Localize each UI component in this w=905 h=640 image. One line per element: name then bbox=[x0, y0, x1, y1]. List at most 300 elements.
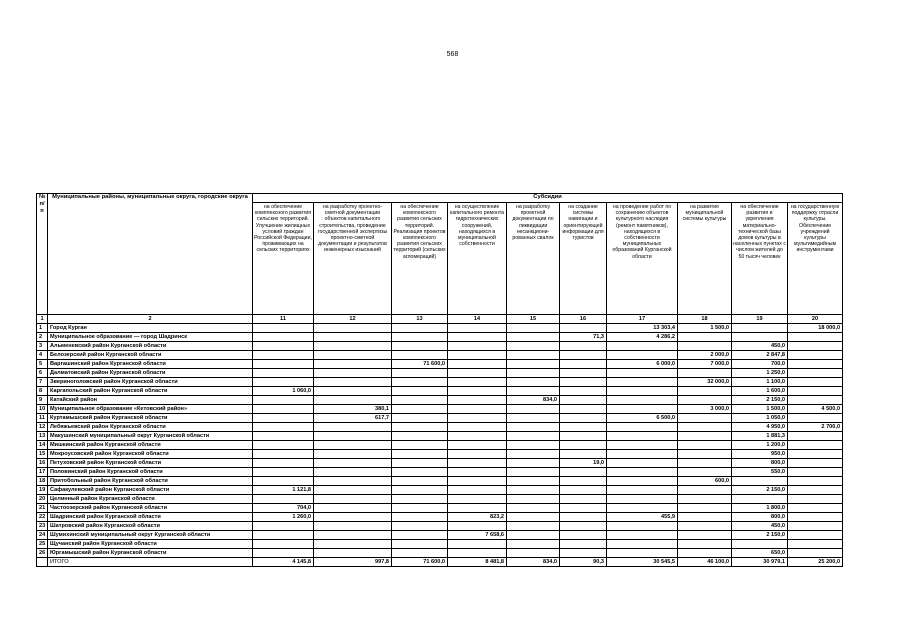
value-cell: 1 600,0 bbox=[732, 387, 788, 396]
value-cell bbox=[788, 441, 843, 450]
value-cell bbox=[448, 477, 507, 486]
value-cell bbox=[507, 522, 560, 531]
value-cell bbox=[560, 513, 607, 522]
column-number: 12 bbox=[314, 315, 392, 324]
value-cell: 4 950,0 bbox=[732, 423, 788, 432]
value-cell bbox=[448, 468, 507, 477]
value-cell bbox=[607, 468, 678, 477]
value-cell bbox=[560, 477, 607, 486]
column-header: на государственную поддержку отрасли культуры. Обеспечение учреждений культуры мультимедийным инструментами bbox=[788, 203, 843, 315]
value-cell bbox=[678, 432, 732, 441]
value-cell bbox=[507, 432, 560, 441]
value-cell bbox=[788, 540, 843, 549]
value-cell bbox=[392, 441, 448, 450]
value-cell bbox=[678, 468, 732, 477]
region-name: Щучанский район Курганской области bbox=[48, 540, 253, 549]
value-cell: 997,8 bbox=[314, 558, 392, 567]
value-cell bbox=[607, 504, 678, 513]
region-name: Куртамышский район Курганской области bbox=[48, 414, 253, 423]
region-name: Шадринский район Курганской области bbox=[48, 513, 253, 522]
column-number: 2 bbox=[48, 315, 253, 324]
column-header: на проведение работ по сохранению объектов культурного наследия (ремонт памятников), находящихся в собственности муниципальных образований Курганской области bbox=[607, 203, 678, 315]
value-cell bbox=[560, 450, 607, 459]
value-cell bbox=[788, 378, 843, 387]
value-cell bbox=[788, 387, 843, 396]
value-cell: 550,0 bbox=[732, 468, 788, 477]
value-cell: 4 145,8 bbox=[253, 558, 314, 567]
value-cell: 1 250,0 bbox=[732, 369, 788, 378]
value-cell: 19,0 bbox=[560, 459, 607, 468]
value-cell bbox=[253, 441, 314, 450]
value-cell: 30 545,5 bbox=[607, 558, 678, 567]
row-number: 13 bbox=[37, 432, 48, 441]
row-number: 20 bbox=[37, 495, 48, 504]
value-cell bbox=[560, 405, 607, 414]
value-cell bbox=[678, 396, 732, 405]
value-cell bbox=[314, 504, 392, 513]
region-header: Муниципальные районы, муниципальные округа, городские округа bbox=[48, 194, 253, 315]
row-number: 21 bbox=[37, 504, 48, 513]
value-cell bbox=[607, 378, 678, 387]
page-number: 568 bbox=[446, 51, 459, 58]
value-cell: 1 121,8 bbox=[253, 486, 314, 495]
row-number: 18 bbox=[37, 477, 48, 486]
value-cell bbox=[607, 369, 678, 378]
value-cell bbox=[448, 495, 507, 504]
value-cell bbox=[448, 549, 507, 558]
value-cell bbox=[607, 522, 678, 531]
row-number: 2 bbox=[37, 333, 48, 342]
value-cell bbox=[678, 387, 732, 396]
row-number bbox=[37, 558, 48, 567]
value-cell bbox=[314, 432, 392, 441]
table-head bbox=[37, 194, 843, 324]
value-cell bbox=[314, 423, 392, 432]
value-cell bbox=[560, 432, 607, 441]
value-cell bbox=[678, 450, 732, 459]
table-row bbox=[37, 396, 843, 405]
value-cell bbox=[392, 414, 448, 423]
value-cell bbox=[732, 333, 788, 342]
value-cell bbox=[788, 522, 843, 531]
value-cell bbox=[788, 342, 843, 351]
value-cell bbox=[607, 441, 678, 450]
value-cell bbox=[392, 405, 448, 414]
value-cell: 8 481,8 bbox=[448, 558, 507, 567]
region-name: Варгашинский район Курганской области bbox=[48, 360, 253, 369]
value-cell bbox=[314, 540, 392, 549]
table-row bbox=[37, 351, 843, 360]
value-cell: 1 800,0 bbox=[732, 504, 788, 513]
value-cell bbox=[507, 324, 560, 333]
value-cell bbox=[507, 360, 560, 369]
value-cell bbox=[392, 531, 448, 540]
value-cell bbox=[560, 504, 607, 513]
value-cell bbox=[607, 477, 678, 486]
value-cell bbox=[314, 486, 392, 495]
value-cell bbox=[253, 531, 314, 540]
table-row bbox=[37, 333, 843, 342]
value-cell bbox=[448, 504, 507, 513]
region-name: Мокроусовский район Курганской области bbox=[48, 450, 253, 459]
row-number: 15 bbox=[37, 450, 48, 459]
value-cell: 71,3 bbox=[560, 333, 607, 342]
table-row bbox=[37, 432, 843, 441]
value-cell bbox=[507, 450, 560, 459]
row-number: 3 bbox=[37, 342, 48, 351]
value-cell bbox=[392, 513, 448, 522]
value-cell: 2 150,0 bbox=[732, 396, 788, 405]
value-cell bbox=[560, 441, 607, 450]
column-number: 15 bbox=[507, 315, 560, 324]
value-cell bbox=[507, 369, 560, 378]
value-cell bbox=[314, 468, 392, 477]
table-row bbox=[37, 324, 843, 333]
table-row bbox=[37, 441, 843, 450]
value-cell bbox=[253, 414, 314, 423]
row-number: 26 bbox=[37, 549, 48, 558]
value-cell bbox=[607, 450, 678, 459]
value-cell bbox=[448, 432, 507, 441]
region-name: Альменевский район Курганской области bbox=[48, 342, 253, 351]
value-cell: 7 000,0 bbox=[678, 360, 732, 369]
value-cell bbox=[607, 351, 678, 360]
value-cell: 18 000,0 bbox=[788, 324, 843, 333]
value-cell bbox=[732, 477, 788, 486]
value-cell bbox=[253, 468, 314, 477]
row-number: 9 bbox=[37, 396, 48, 405]
value-cell bbox=[314, 441, 392, 450]
table-body bbox=[37, 324, 843, 567]
region-name: Катайский район bbox=[48, 396, 253, 405]
row-number: 25 bbox=[37, 540, 48, 549]
column-header: на разработку проектной документации по ликвидации несанкциони-рованных свалок bbox=[507, 203, 560, 315]
value-cell bbox=[392, 423, 448, 432]
value-cell: 800,0 bbox=[732, 513, 788, 522]
row-number: 14 bbox=[37, 441, 48, 450]
value-cell bbox=[560, 522, 607, 531]
value-cell bbox=[448, 486, 507, 495]
value-cell bbox=[607, 495, 678, 504]
value-cell bbox=[788, 360, 843, 369]
value-cell: 4 286,2 bbox=[607, 333, 678, 342]
table-row bbox=[37, 423, 843, 432]
value-cell bbox=[607, 531, 678, 540]
value-cell bbox=[788, 504, 843, 513]
value-cell bbox=[678, 423, 732, 432]
value-cell bbox=[448, 387, 507, 396]
value-cell bbox=[607, 342, 678, 351]
value-cell: 1 260,0 bbox=[253, 513, 314, 522]
value-cell bbox=[507, 486, 560, 495]
row-number: 5 bbox=[37, 360, 48, 369]
column-number: 16 bbox=[560, 315, 607, 324]
value-cell bbox=[560, 540, 607, 549]
value-cell bbox=[314, 477, 392, 486]
value-cell bbox=[607, 387, 678, 396]
value-cell bbox=[678, 540, 732, 549]
value-cell bbox=[448, 405, 507, 414]
value-cell bbox=[678, 414, 732, 423]
value-cell bbox=[507, 423, 560, 432]
row-number: 1 bbox=[37, 324, 48, 333]
value-cell bbox=[253, 369, 314, 378]
value-cell bbox=[314, 495, 392, 504]
region-name: Муниципальное образование «Кетовский район» bbox=[48, 405, 253, 414]
value-cell: 32 000,0 bbox=[678, 378, 732, 387]
region-name: Целинный район Курганской области bbox=[48, 495, 253, 504]
value-cell bbox=[507, 504, 560, 513]
table-row bbox=[37, 504, 843, 513]
value-cell: 1 100,0 bbox=[732, 378, 788, 387]
region-name: Юргамышский район Курганской области bbox=[48, 549, 253, 558]
value-cell: 650,0 bbox=[732, 549, 788, 558]
value-cell bbox=[560, 396, 607, 405]
table-row bbox=[37, 486, 843, 495]
value-cell: 71 600,0 bbox=[392, 558, 448, 567]
value-cell bbox=[253, 432, 314, 441]
value-cell: 6 500,0 bbox=[607, 414, 678, 423]
value-cell bbox=[253, 450, 314, 459]
value-cell bbox=[253, 549, 314, 558]
value-cell bbox=[732, 495, 788, 504]
value-cell: 600,0 bbox=[678, 477, 732, 486]
value-cell bbox=[732, 540, 788, 549]
value-cell bbox=[607, 423, 678, 432]
column-number: 18 bbox=[678, 315, 732, 324]
value-cell bbox=[560, 495, 607, 504]
row-number: 7 bbox=[37, 378, 48, 387]
value-cell bbox=[253, 378, 314, 387]
table-row bbox=[37, 468, 843, 477]
column-number: 20 bbox=[788, 315, 843, 324]
region-name: Муниципальное образование — город Шадринск bbox=[48, 333, 253, 342]
value-cell bbox=[507, 540, 560, 549]
value-cell bbox=[253, 396, 314, 405]
value-cell bbox=[678, 522, 732, 531]
value-cell bbox=[253, 477, 314, 486]
value-cell: 2 700,0 bbox=[788, 423, 843, 432]
column-header: на обеспечение комплексного развития сельских территорий. Реализация проектов комплексного развития сельских территорий (сельских агломераций) bbox=[392, 203, 448, 315]
value-cell bbox=[392, 450, 448, 459]
value-cell bbox=[314, 378, 392, 387]
value-cell bbox=[507, 351, 560, 360]
value-cell bbox=[788, 432, 843, 441]
value-cell bbox=[448, 540, 507, 549]
table-row bbox=[37, 549, 843, 558]
value-cell bbox=[560, 351, 607, 360]
value-cell bbox=[788, 351, 843, 360]
column-number: 1 bbox=[37, 315, 48, 324]
value-cell bbox=[788, 459, 843, 468]
value-cell bbox=[788, 495, 843, 504]
value-cell bbox=[392, 351, 448, 360]
value-cell bbox=[448, 396, 507, 405]
value-cell: 1 200,0 bbox=[732, 441, 788, 450]
value-cell bbox=[253, 540, 314, 549]
value-cell bbox=[314, 459, 392, 468]
row-number: 22 bbox=[37, 513, 48, 522]
value-cell bbox=[507, 405, 560, 414]
table-row bbox=[37, 540, 843, 549]
table-row bbox=[37, 369, 843, 378]
value-cell bbox=[788, 414, 843, 423]
value-cell bbox=[314, 324, 392, 333]
value-cell: 800,0 bbox=[732, 459, 788, 468]
value-cell bbox=[788, 531, 843, 540]
value-cell bbox=[392, 495, 448, 504]
value-cell bbox=[788, 369, 843, 378]
region-name: Шатровский район Курганской области bbox=[48, 522, 253, 531]
value-cell bbox=[253, 324, 314, 333]
value-cell: 455,9 bbox=[607, 513, 678, 522]
value-cell bbox=[314, 450, 392, 459]
row-number: 12 bbox=[37, 423, 48, 432]
region-name: Далматовский район Курганской области bbox=[48, 369, 253, 378]
value-cell bbox=[253, 360, 314, 369]
value-cell bbox=[253, 459, 314, 468]
value-cell: 90,3 bbox=[560, 558, 607, 567]
value-cell bbox=[448, 423, 507, 432]
value-cell bbox=[392, 342, 448, 351]
value-cell bbox=[392, 333, 448, 342]
value-cell bbox=[253, 495, 314, 504]
value-cell bbox=[788, 396, 843, 405]
column-header: на создание системы навигации и ориентирующей информации для туристов bbox=[560, 203, 607, 315]
value-cell bbox=[560, 360, 607, 369]
value-cell bbox=[448, 414, 507, 423]
value-cell bbox=[678, 369, 732, 378]
value-cell bbox=[253, 522, 314, 531]
value-cell bbox=[678, 549, 732, 558]
value-cell: 834,0 bbox=[507, 558, 560, 567]
value-cell bbox=[392, 504, 448, 513]
table-row bbox=[37, 459, 843, 468]
total-row bbox=[37, 558, 843, 567]
value-cell bbox=[507, 387, 560, 396]
row-number: 4 bbox=[37, 351, 48, 360]
value-cell bbox=[392, 396, 448, 405]
value-cell: 30 979,1 bbox=[732, 558, 788, 567]
value-cell: 1 500,0 bbox=[678, 324, 732, 333]
value-cell: 450,0 bbox=[732, 522, 788, 531]
value-cell bbox=[392, 378, 448, 387]
value-cell bbox=[507, 477, 560, 486]
value-cell bbox=[678, 333, 732, 342]
value-cell bbox=[788, 450, 843, 459]
region-name: Шумихинский муниципальный округ Курганской области bbox=[48, 531, 253, 540]
value-cell bbox=[448, 342, 507, 351]
value-cell bbox=[392, 477, 448, 486]
table-row bbox=[37, 414, 843, 423]
value-cell bbox=[507, 531, 560, 540]
table-row bbox=[37, 531, 843, 540]
value-cell bbox=[448, 324, 507, 333]
value-cell bbox=[448, 351, 507, 360]
row-number: 19 bbox=[37, 486, 48, 495]
value-cell bbox=[314, 342, 392, 351]
value-cell bbox=[253, 333, 314, 342]
value-cell bbox=[314, 369, 392, 378]
value-cell bbox=[788, 477, 843, 486]
region-name: Притобольный район Курганской области bbox=[48, 477, 253, 486]
table-row bbox=[37, 342, 843, 351]
value-cell bbox=[607, 549, 678, 558]
value-cell bbox=[314, 351, 392, 360]
value-cell bbox=[314, 387, 392, 396]
column-header: на обеспечение развития и укрепления материально-технической базы домов культуры в населенных пунктах с числом жителей до 50 тысяч человек bbox=[732, 203, 788, 315]
value-cell bbox=[448, 369, 507, 378]
value-cell bbox=[607, 459, 678, 468]
value-cell bbox=[448, 522, 507, 531]
value-cell bbox=[392, 387, 448, 396]
table-row bbox=[37, 495, 843, 504]
column-number: 14 bbox=[448, 315, 507, 324]
column-header: на развитие муниципальной системы культуры bbox=[678, 203, 732, 315]
value-cell bbox=[392, 522, 448, 531]
value-cell bbox=[314, 513, 392, 522]
value-cell: 450,0 bbox=[732, 342, 788, 351]
value-cell bbox=[507, 549, 560, 558]
table-row bbox=[37, 477, 843, 486]
value-cell bbox=[607, 432, 678, 441]
value-cell: 13 303,4 bbox=[607, 324, 678, 333]
value-cell bbox=[392, 432, 448, 441]
value-cell bbox=[788, 468, 843, 477]
value-cell: 1 060,0 bbox=[253, 387, 314, 396]
value-cell bbox=[392, 468, 448, 477]
value-cell: 834,0 bbox=[507, 396, 560, 405]
value-cell bbox=[678, 495, 732, 504]
value-cell bbox=[507, 441, 560, 450]
value-cell bbox=[392, 324, 448, 333]
row-number: 10 bbox=[37, 405, 48, 414]
table-row bbox=[37, 522, 843, 531]
total-label: ИТОГО bbox=[48, 558, 253, 567]
region-name: Белозерский район Курганской области bbox=[48, 351, 253, 360]
value-cell: 2 847,8 bbox=[732, 351, 788, 360]
row-number: 17 bbox=[37, 468, 48, 477]
region-name: Мишкинский район Курганской области bbox=[48, 441, 253, 450]
value-cell bbox=[678, 441, 732, 450]
region-name: Макушинский муниципальный округ Курганской области bbox=[48, 432, 253, 441]
value-cell bbox=[560, 486, 607, 495]
region-name: Город Курган bbox=[48, 324, 253, 333]
value-cell: 617,7 bbox=[314, 414, 392, 423]
value-cell: 2 150,0 bbox=[732, 486, 788, 495]
value-cell bbox=[314, 531, 392, 540]
value-cell bbox=[607, 540, 678, 549]
value-cell bbox=[448, 441, 507, 450]
value-cell bbox=[560, 378, 607, 387]
table-row bbox=[37, 387, 843, 396]
subsidies-header: Субсидии bbox=[253, 194, 843, 203]
subsidies-table bbox=[36, 193, 843, 567]
value-cell: 25 200,0 bbox=[788, 558, 843, 567]
value-cell bbox=[788, 333, 843, 342]
value-cell bbox=[678, 513, 732, 522]
value-cell: 46 100,0 bbox=[678, 558, 732, 567]
value-cell: 1 881,3 bbox=[732, 432, 788, 441]
value-cell bbox=[507, 513, 560, 522]
value-cell bbox=[560, 468, 607, 477]
value-cell bbox=[678, 504, 732, 513]
value-cell bbox=[448, 333, 507, 342]
value-cell bbox=[678, 531, 732, 540]
value-cell bbox=[392, 540, 448, 549]
value-cell bbox=[560, 531, 607, 540]
row-number: 8 bbox=[37, 387, 48, 396]
